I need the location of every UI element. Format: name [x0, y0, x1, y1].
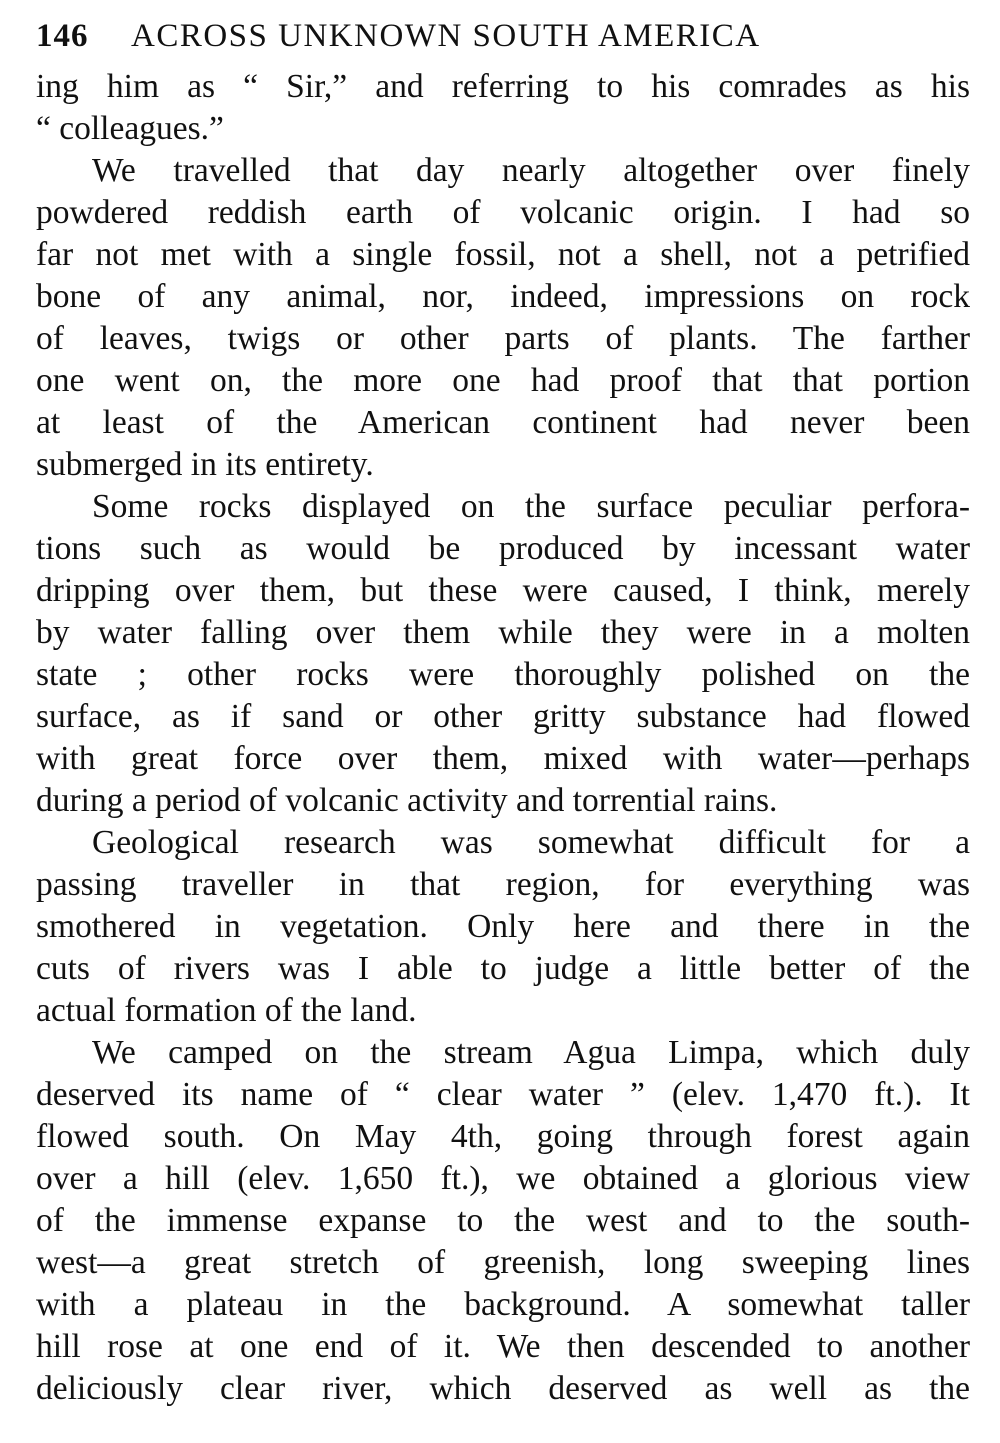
text-line: during a period of volcanic activity and torrential rains. [36, 782, 778, 819]
text-line: flowed south. On May 4th, going through forest again [36, 1118, 970, 1155]
text-line: of leaves, twigs or other parts of plants. The farther [36, 320, 970, 357]
book-page [36, 14, 970, 1410]
text-line: hill rose at one end of it. We then descended to another [36, 1328, 970, 1365]
text-line: actual formation of the land. [36, 992, 417, 1029]
text-line: We camped on the stream Agua Limpa, which duly [92, 1034, 970, 1071]
paragraph-5 [36, 1032, 970, 1410]
text-line: over a hill (elev. 1,650 ft.), we obtained a glorious view [36, 1160, 970, 1197]
text-line: deliciously clear river, which deserved as well as the [36, 1370, 970, 1407]
paragraph-2 [36, 150, 970, 486]
page-header [36, 14, 970, 58]
text-line: west—a great stretch of greenish, long sweeping lines [36, 1244, 970, 1281]
text-line: ing him as “ Sir,” and referring to his comrades as his [36, 68, 970, 105]
paragraph-3 [36, 486, 970, 822]
text-line: of the immense expanse to the west and to the south- [36, 1202, 970, 1239]
text-line: with a plateau in the background. A somewhat taller [36, 1286, 970, 1323]
page-body [36, 66, 970, 1410]
text-line: deserved its name of “ clear water ” (elev. 1,470 ft.). It [36, 1076, 970, 1113]
text-line: powdered reddish earth of volcanic origin. I had so [36, 194, 970, 231]
text-line: bone of any animal, nor, indeed, impressions on rock [36, 278, 970, 315]
text-line: passing traveller in that region, for everything was [36, 866, 970, 903]
text-line: Geological research was somewhat difficult for a [92, 824, 970, 861]
text-line: smothered in vegetation. Only here and there in the [36, 908, 970, 945]
text-line: by water falling over them while they were in a molten [36, 614, 970, 651]
text-line: Some rocks displayed on the surface peculiar perfora- [92, 488, 970, 525]
text-line: with great force over them, mixed with water—perhaps [36, 740, 970, 777]
text-line: one went on, the more one had proof that that portion [36, 362, 970, 399]
paragraph-4 [36, 822, 970, 1032]
paragraph-1 [36, 66, 970, 150]
text-line: “ colleagues.” [36, 110, 224, 147]
text-line: tions such as would be produced by incessant water [36, 530, 970, 567]
text-line: state ; other rocks were thoroughly polished on the [36, 656, 970, 693]
text-line: We travelled that day nearly altogether over finely [92, 152, 970, 189]
text-line: far not met with a single fossil, not a shell, not a petrified [36, 236, 970, 273]
running-head: ACROSS UNKNOWN SOUTH AMERICA [131, 18, 761, 54]
page-number: 146 [36, 18, 89, 54]
text-line: submerged in its entirety. [36, 446, 374, 483]
text-line: cuts of rivers was I able to judge a little better of the [36, 950, 970, 987]
text-line: at least of the American continent had never been [36, 404, 970, 441]
text-line: dripping over them, but these were caused, I think, merely [36, 572, 970, 609]
text-line: surface, as if sand or other gritty substance had flowed [36, 698, 970, 735]
